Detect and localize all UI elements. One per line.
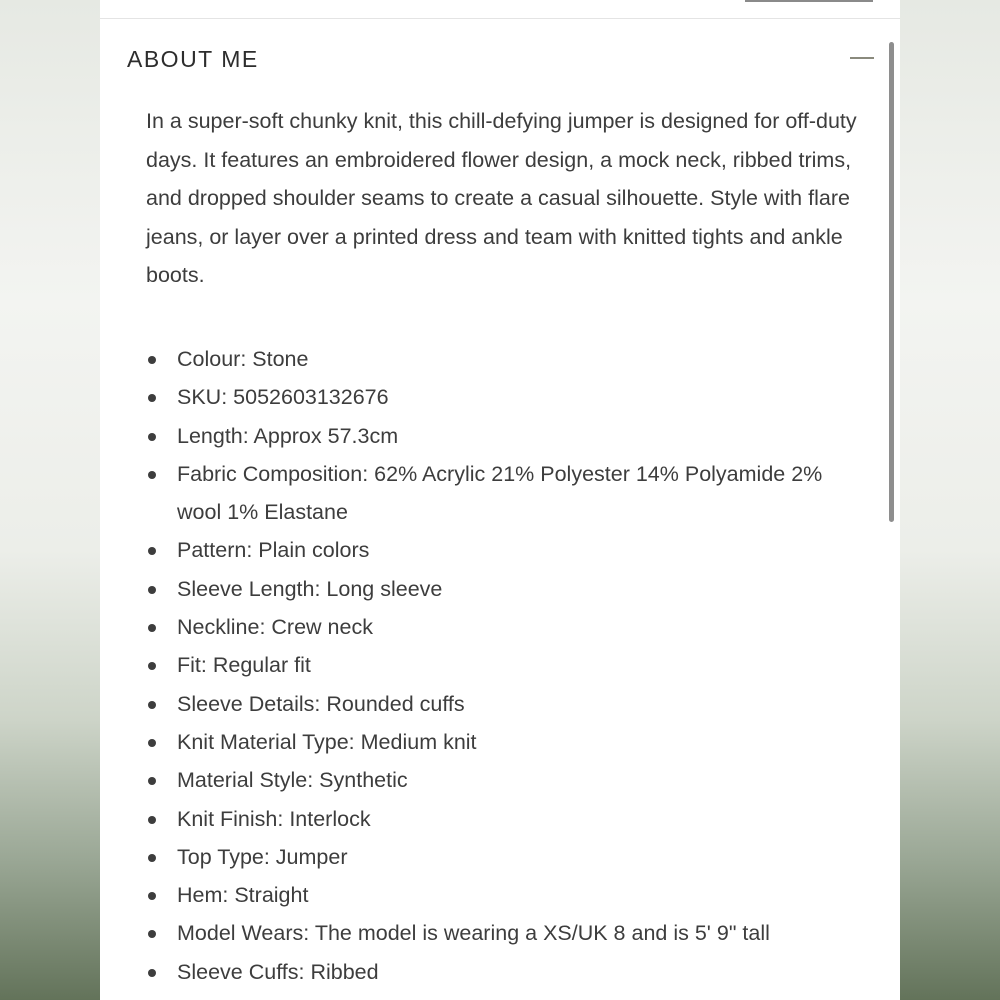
list-item: Neckline: Crew neck bbox=[146, 608, 866, 646]
product-attributes-list bbox=[146, 340, 866, 991]
list-item: Knit Material Type: Medium knit bbox=[146, 723, 866, 761]
top-button-edge[interactable] bbox=[745, 0, 873, 2]
minus-icon[interactable] bbox=[850, 57, 874, 59]
list-item: Length: Approx 57.3cm bbox=[146, 417, 866, 455]
list-item: Sleeve Length: Long sleeve bbox=[146, 570, 866, 608]
list-item: Fit: Regular fit bbox=[146, 646, 866, 684]
list-item: Hem: Straight bbox=[146, 876, 866, 914]
list-item: Fabric Composition: 62% Acrylic 21% Polyester 14% Polyamide 2% wool 1% Elastane bbox=[146, 455, 866, 532]
list-item: Sleeve Details: Rounded cuffs bbox=[146, 685, 866, 723]
background-left bbox=[0, 0, 100, 1000]
list-item: Material Style: Synthetic bbox=[146, 761, 866, 799]
list-item: SKU: 5052603132676 bbox=[146, 378, 866, 416]
previous-section-divider bbox=[100, 0, 900, 19]
list-item: Colour: Stone bbox=[146, 340, 866, 378]
product-details-panel bbox=[100, 0, 900, 1000]
list-item: Knit Finish: Interlock bbox=[146, 800, 866, 838]
list-item: Sleeve Cuffs: Ribbed bbox=[146, 953, 866, 991]
about-me-heading[interactable]: ABOUT ME bbox=[127, 46, 259, 72]
scrollbar[interactable] bbox=[889, 42, 894, 522]
background-right bbox=[900, 0, 1000, 1000]
list-item: Model Wears: The model is wearing a XS/UK 8 and is 5' 9" tall bbox=[146, 914, 866, 952]
product-description: In a super-soft chunky knit, this chill-defying jumper is designed for off-duty days. It features an embroidered flower design, a mock neck, ribbed trims, and dropped shoulder seams to create a casual silhouette. Style with flare jeans, or layer over a printed dress and team with knitted tights and ankle boots. bbox=[146, 109, 857, 287]
list-item: Top Type: Jumper bbox=[146, 838, 866, 876]
list-item: Pattern: Plain colors bbox=[146, 531, 866, 569]
